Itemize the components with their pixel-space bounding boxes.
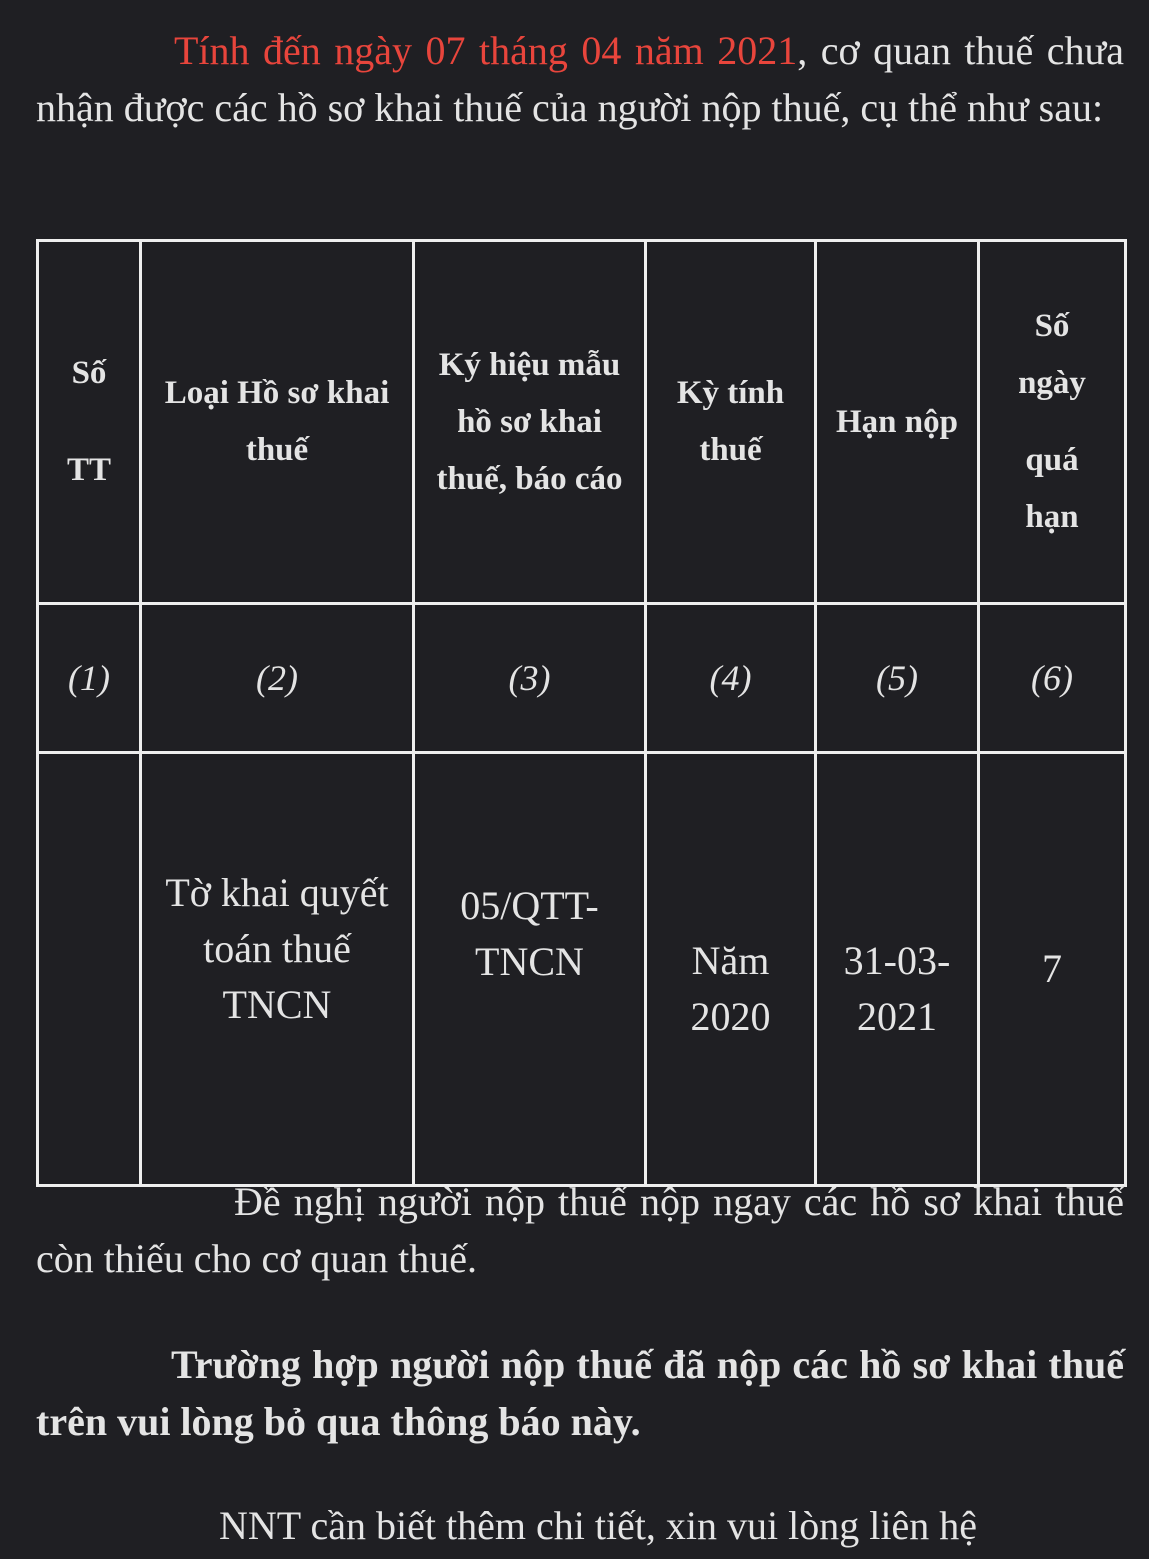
column-number: (1) bbox=[38, 604, 141, 753]
cell-deadline: 31-03-2021 bbox=[816, 753, 979, 1186]
header-stt: Số TT bbox=[38, 241, 141, 604]
intro-paragraph bbox=[36, 22, 1124, 136]
request-paragraph bbox=[36, 1173, 1124, 1287]
table-header-row bbox=[38, 241, 1126, 604]
cell-tax-period: Năm 2020 bbox=[646, 753, 816, 1186]
contact-paragraph bbox=[36, 1497, 1124, 1554]
notice-paragraph bbox=[36, 1336, 1124, 1450]
header-form-code: Ký hiệu mẫu hồ sơ khai thuế, báo cáo bbox=[414, 241, 646, 604]
cell-form-code: 05/QTT-TNCN bbox=[414, 753, 646, 1186]
table-row bbox=[38, 753, 1126, 1186]
column-number: (2) bbox=[141, 604, 414, 753]
request-text: Đề nghị người nộp thuế nộp ngay các hồ sơ khai thuế còn thiếu cho cơ quan thuế. bbox=[36, 1179, 1124, 1281]
missing-filings-table bbox=[36, 239, 1127, 1187]
notice-text: Trường hợp người nộp thuế đã nộp các hồ sơ khai thuế trên vui lòng bỏ qua thông báo này. bbox=[36, 1342, 1124, 1444]
header-tax-period: Kỳ tính thuế bbox=[646, 241, 816, 604]
cell-filing-type: Tờ khai quyết toán thuế TNCN bbox=[141, 753, 414, 1186]
contact-text: NNT cần biết thêm chi tiết, xin vui lòng liên hệ bbox=[219, 1503, 977, 1548]
intro-text: , cơ quan thuế chưa nhận được các hồ sơ khai thuế của người nộp thuế, cụ thể như sau: bbox=[36, 28, 1124, 130]
cell-stt bbox=[38, 753, 141, 1186]
report-date: Tính đến ngày 07 tháng 04 năm 2021 bbox=[174, 28, 798, 73]
column-number: (5) bbox=[816, 604, 979, 753]
column-number: (4) bbox=[646, 604, 816, 753]
column-number: (6) bbox=[979, 604, 1126, 753]
header-filing-type: Loại Hồ sơ khai thuế bbox=[141, 241, 414, 604]
cell-overdue-days: 7 bbox=[979, 753, 1126, 1186]
column-number-row bbox=[38, 604, 1126, 753]
header-deadline: Hạn nộp bbox=[816, 241, 979, 604]
column-number: (3) bbox=[414, 604, 646, 753]
header-overdue-days: Số ngày quá hạn bbox=[979, 241, 1126, 604]
